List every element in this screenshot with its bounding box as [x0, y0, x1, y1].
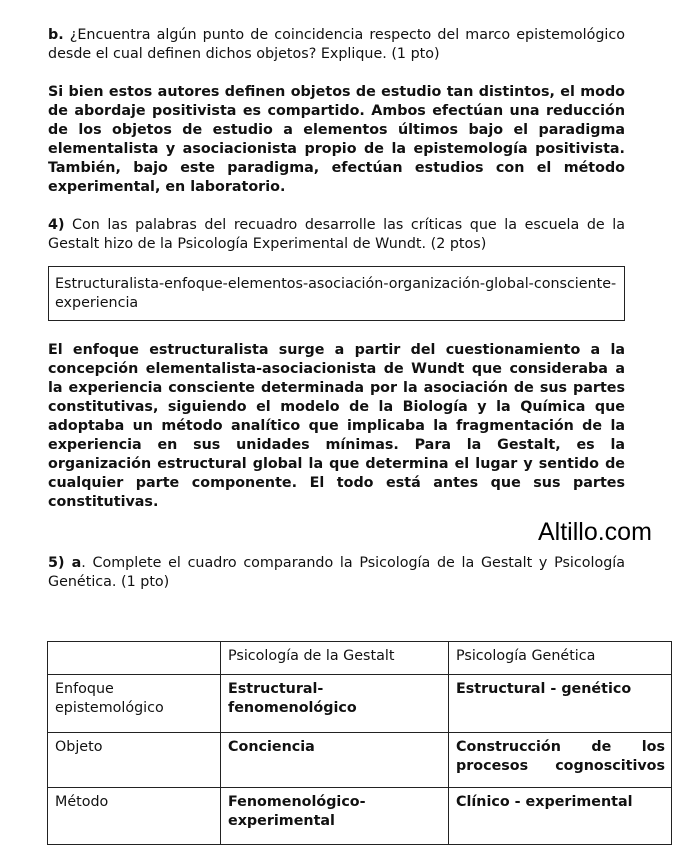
table-cell: Estructural - genético [449, 675, 672, 733]
table-row-label: Enfoque epistemológico [48, 675, 221, 733]
question-4-label: 4) [48, 217, 65, 233]
table-cell: Conciencia [221, 733, 449, 788]
site-watermark: Altillo.com [538, 518, 652, 546]
word-box: Estructuralista-enfoque-elementos-asociación-organización-global-consciente-experiencia [48, 266, 625, 321]
question-5-text: . Complete el cuadro comparando la Psicología de la Gestalt y Psicología Genética. (1 pto) [48, 555, 625, 590]
table-row [48, 733, 672, 788]
table-row-label: Objeto [48, 733, 221, 788]
table-cell: Clínico - experimental [449, 788, 672, 845]
table-cell: Estructural-fenomenológico [221, 675, 449, 733]
table-cell: Fenomenológico-experimental [221, 788, 449, 845]
table-header-cell [48, 642, 221, 675]
answer-b: Si bien estos autores definen objetos de estudio tan distintos, el modo de abordaje positivista es compartido. Ambos efectúan una reducción de los objetos de estudio a elementos últimos bajo el paradigma elementalista y asociacionista propio de la epistemología positivista. También, bajo este paradigma, efectúan estudios con el método experimental, en laboratorio. [48, 84, 625, 195]
question-5 [48, 554, 625, 592]
question-4 [48, 216, 625, 254]
table-header-cell: Psicología de la Gestalt [221, 642, 449, 675]
table-header-row [48, 642, 672, 675]
table-row-label: Método [48, 788, 221, 845]
table-cell [449, 733, 672, 788]
question-5-label: 5) a [48, 555, 82, 571]
question-b [48, 26, 625, 64]
table-row [48, 675, 672, 733]
comparison-table [47, 641, 672, 845]
question-b-text: ¿Encuentra algún punto de coincidencia respecto del marco epistemológico desde el cual definen dichos objetos? Explique. (1 pto) [48, 27, 625, 62]
table-row [48, 788, 672, 845]
question-4-text: Con las palabras del recuadro desarrolle las críticas que la escuela de la Gestalt hizo de la Psicología Experimental de Wundt. (2 ptos) [48, 217, 625, 252]
table-header-cell: Psicología Genética [449, 642, 672, 675]
answer-4: El enfoque estructuralista surge a partir del cuestionamiento a la concepción elementalista-asociacionista de Wundt que consideraba a la experiencia consciente determinada por la asociación de sus partes constitutivas, siguiendo el modelo de la Biología y la Química que adoptaba un método analítico que implicaba la fragmentación de la experiencia en sus unidades mínimas. Para la Gestalt, es la organización estructural global la que determina el lugar y sentido de cualquier parte componente. El todo está antes que sus partes constitutivas. [48, 342, 625, 510]
question-b-label: b. [48, 27, 64, 43]
table-cell-text: Construcción de los procesos cognoscitivos [456, 739, 665, 774]
